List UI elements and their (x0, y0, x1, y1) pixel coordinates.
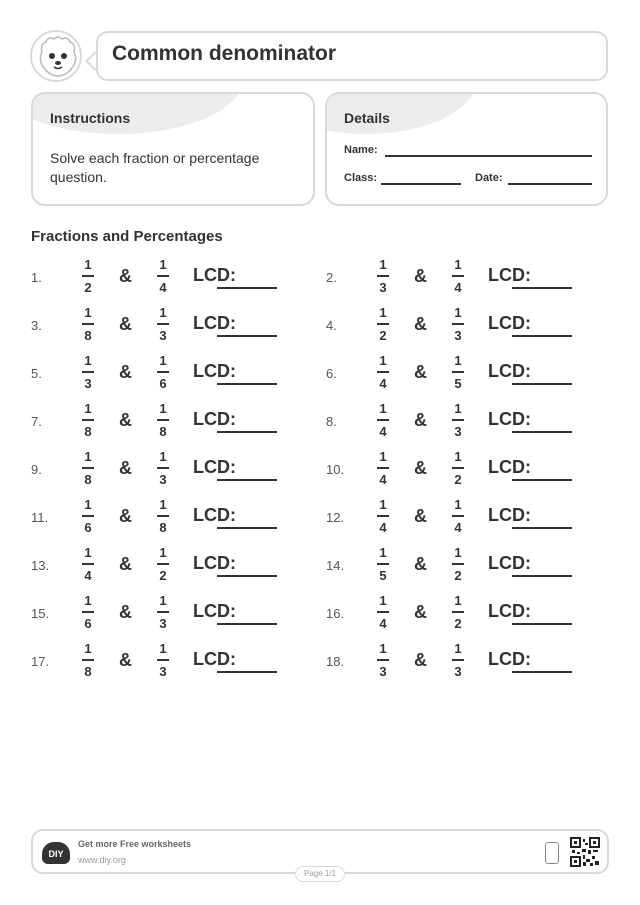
fraction-b (451, 593, 465, 632)
question-row (326, 545, 606, 589)
question-number: 1. (31, 270, 42, 285)
lcd-answer-line[interactable] (217, 479, 277, 481)
ampersand: & (414, 266, 427, 286)
fraction-bar (377, 467, 389, 469)
lcd-answer-line[interactable] (512, 383, 572, 385)
fraction-b (451, 305, 465, 344)
question-row (326, 497, 606, 541)
denominator: 3 (454, 328, 462, 343)
fraction-bar (82, 323, 94, 325)
denominator: 2 (454, 568, 462, 583)
denominator: 4 (379, 424, 387, 439)
denominator: 4 (379, 472, 387, 487)
ampersand: & (414, 314, 427, 334)
question-number: 18. (326, 654, 345, 669)
denominator: 6 (84, 616, 92, 631)
numerator: 1 (84, 305, 92, 320)
question-row (326, 449, 606, 493)
denominator: 8 (159, 520, 167, 535)
numerator: 1 (454, 305, 462, 320)
fraction-b (451, 353, 465, 392)
fraction-b (156, 593, 170, 632)
denominator: 8 (159, 424, 167, 439)
fraction-b (156, 353, 170, 392)
lcd-answer-line[interactable] (512, 527, 572, 529)
numerator: 1 (84, 593, 92, 608)
fraction-a (376, 497, 390, 536)
question-number: 10. (326, 462, 345, 477)
fraction-bar (157, 323, 169, 325)
fraction-bar (157, 275, 169, 277)
ampersand: & (414, 362, 427, 382)
numerator: 1 (454, 401, 462, 416)
lcd-answer-line[interactable] (217, 671, 277, 673)
numerator: 1 (379, 305, 387, 320)
numerator: 1 (159, 641, 167, 656)
lcd-label: LCD: (488, 361, 531, 381)
fraction-bar (377, 323, 389, 325)
denominator: 3 (454, 664, 462, 679)
question-row (31, 449, 311, 493)
date-label: Date: (475, 172, 503, 184)
ampersand: & (119, 362, 132, 382)
lcd-answer-line[interactable] (512, 431, 572, 433)
denominator: 3 (84, 376, 92, 391)
denominator: 8 (84, 664, 92, 679)
lcd-label: LCD: (193, 313, 236, 333)
fraction-bar (82, 275, 94, 277)
question-row (31, 353, 311, 397)
fraction-b (156, 257, 170, 296)
fraction-a (81, 593, 95, 632)
fraction-a (376, 401, 390, 440)
lcd-answer-line[interactable] (512, 479, 572, 481)
footer-url[interactable]: www.diy.org (78, 855, 126, 865)
question-row (31, 641, 311, 685)
phone-icon (545, 842, 559, 864)
denominator: 5 (454, 376, 462, 391)
question-number: 12. (326, 510, 345, 525)
numerator: 1 (84, 257, 92, 272)
lcd-label: LCD: (193, 409, 236, 429)
fraction-a (81, 401, 95, 440)
numerator: 1 (379, 449, 387, 464)
fraction-bar (157, 419, 169, 421)
question-number: 17. (31, 654, 50, 669)
denominator: 8 (84, 472, 92, 487)
fraction-a (81, 497, 95, 536)
numerator: 1 (159, 305, 167, 320)
numerator: 1 (454, 257, 462, 272)
fraction-b (156, 449, 170, 488)
numerator: 1 (379, 593, 387, 608)
question-number: 15. (31, 606, 50, 621)
fraction-bar (452, 371, 464, 373)
fraction-bar (377, 275, 389, 277)
lcd-answer-line[interactable] (512, 287, 572, 289)
fraction-a (376, 449, 390, 488)
lcd-label: LCD: (488, 409, 531, 429)
fraction-a (376, 257, 390, 296)
question-row (326, 257, 606, 301)
fraction-b (451, 257, 465, 296)
fraction-bar (157, 371, 169, 373)
lcd-answer-line[interactable] (512, 575, 572, 577)
qr-code-icon (570, 837, 600, 867)
fraction-b (451, 545, 465, 584)
fraction-a (81, 545, 95, 584)
lcd-label: LCD: (488, 553, 531, 573)
question-number: 7. (31, 414, 42, 429)
ampersand: & (119, 554, 132, 574)
fraction-a (81, 305, 95, 344)
fraction-bar (157, 467, 169, 469)
fraction-a (376, 593, 390, 632)
denominator: 4 (454, 520, 462, 535)
numerator: 1 (159, 497, 167, 512)
question-number: 16. (326, 606, 345, 621)
lcd-answer-line[interactable] (217, 575, 277, 577)
ampersand: & (414, 410, 427, 430)
denominator: 3 (159, 472, 167, 487)
fraction-bar (82, 611, 94, 613)
numerator: 1 (454, 593, 462, 608)
numerator: 1 (84, 497, 92, 512)
lcd-answer-line[interactable] (512, 335, 572, 337)
fraction-a (81, 641, 95, 680)
name-label: Name: (344, 144, 378, 156)
question-number: 9. (31, 462, 42, 477)
numerator: 1 (84, 641, 92, 656)
ampersand: & (414, 458, 427, 478)
question-row (31, 545, 311, 589)
numerator: 1 (159, 593, 167, 608)
ampersand: & (414, 506, 427, 526)
question-number: 14. (326, 558, 345, 573)
lcd-label: LCD: (488, 601, 531, 621)
diy-logo: DIY (42, 842, 70, 864)
denominator: 5 (379, 568, 387, 583)
details-panel (325, 92, 608, 206)
fraction-bar (157, 563, 169, 565)
ampersand: & (414, 650, 427, 670)
ampersand: & (119, 602, 132, 622)
denominator: 8 (84, 424, 92, 439)
denominator: 2 (84, 280, 92, 295)
fraction-bar (82, 563, 94, 565)
numerator: 1 (379, 257, 387, 272)
denominator: 6 (84, 520, 92, 535)
fraction-b (451, 641, 465, 680)
denominator: 2 (159, 568, 167, 583)
denominator: 3 (159, 328, 167, 343)
question-number: 8. (326, 414, 337, 429)
question-row (326, 305, 606, 349)
fraction-bar (377, 419, 389, 421)
question-row (31, 305, 311, 349)
numerator: 1 (84, 545, 92, 560)
lcd-label: LCD: (488, 505, 531, 525)
fraction-bar (452, 419, 464, 421)
question-number: 13. (31, 558, 50, 573)
question-row (326, 401, 606, 445)
fraction-a (81, 449, 95, 488)
question-row (326, 353, 606, 397)
question-number: 5. (31, 366, 42, 381)
question-row (31, 257, 311, 301)
fraction-bar (157, 611, 169, 613)
numerator: 1 (159, 257, 167, 272)
fraction-a (81, 257, 95, 296)
question-row (31, 593, 311, 637)
ampersand: & (119, 650, 132, 670)
denominator: 6 (159, 376, 167, 391)
fraction-bar (452, 323, 464, 325)
denominator: 3 (159, 664, 167, 679)
numerator: 1 (159, 401, 167, 416)
denominator: 4 (379, 376, 387, 391)
question-number: 6. (326, 366, 337, 381)
ampersand: & (119, 506, 132, 526)
fraction-b (156, 545, 170, 584)
fraction-bar (377, 371, 389, 373)
fraction-a (376, 545, 390, 584)
page-indicator: Page 1/1 (295, 866, 345, 882)
lcd-label: LCD: (488, 265, 531, 285)
ampersand: & (414, 554, 427, 574)
ampersand: & (119, 410, 132, 430)
denominator: 3 (159, 616, 167, 631)
question-number: 11. (31, 510, 49, 525)
lcd-answer-line[interactable] (512, 623, 572, 625)
instructions-heading: Instructions (50, 110, 131, 126)
footer-title: Get more Free worksheets (78, 839, 192, 849)
lcd-answer-line[interactable] (217, 623, 277, 625)
name-field[interactable] (385, 155, 592, 157)
numerator: 1 (379, 545, 387, 560)
lcd-label: LCD: (488, 457, 531, 477)
fraction-bar (452, 611, 464, 613)
numerator: 1 (84, 401, 92, 416)
fraction-bar (377, 515, 389, 517)
numerator: 1 (454, 353, 462, 368)
lcd-answer-line[interactable] (217, 383, 277, 385)
fraction-bar (82, 515, 94, 517)
ampersand: & (414, 602, 427, 622)
mascot-icon (30, 30, 82, 82)
lcd-answer-line[interactable] (217, 431, 277, 433)
question-row (326, 641, 606, 685)
fraction-bar (377, 563, 389, 565)
denominator: 4 (379, 520, 387, 535)
class-field[interactable] (381, 183, 461, 185)
page-title: Common denominator (112, 42, 336, 65)
fraction-bar (82, 467, 94, 469)
fraction-a (376, 305, 390, 344)
numerator: 1 (159, 449, 167, 464)
fraction-bar (452, 515, 464, 517)
fraction-b (156, 401, 170, 440)
lcd-label: LCD: (193, 553, 236, 573)
class-label: Class: (344, 172, 378, 184)
ampersand: & (119, 266, 132, 286)
lcd-label: LCD: (488, 313, 531, 333)
denominator: 2 (454, 472, 462, 487)
fraction-bar (377, 611, 389, 613)
question-number: 4. (326, 318, 337, 333)
denominator: 2 (379, 328, 387, 343)
fraction-bar (452, 563, 464, 565)
fraction-b (451, 497, 465, 536)
question-row (326, 593, 606, 637)
numerator: 1 (84, 353, 92, 368)
numerator: 1 (84, 449, 92, 464)
lcd-label: LCD: (193, 457, 236, 477)
date-field[interactable] (508, 183, 592, 185)
question-row (31, 401, 311, 445)
lcd-answer-line[interactable] (217, 287, 277, 289)
fraction-bar (452, 275, 464, 277)
lcd-answer-line[interactable] (217, 527, 277, 529)
denominator: 3 (379, 280, 387, 295)
details-heading: Details (344, 110, 390, 126)
denominator: 4 (159, 280, 167, 295)
denominator: 2 (454, 616, 462, 631)
fraction-bar (157, 659, 169, 661)
numerator: 1 (454, 497, 462, 512)
fraction-a (376, 353, 390, 392)
lcd-label: LCD: (193, 601, 236, 621)
instructions-panel (31, 92, 315, 206)
denominator: 4 (84, 568, 92, 583)
fraction-bar (82, 371, 94, 373)
denominator: 4 (379, 616, 387, 631)
instructions-text: Solve each fraction or percentage question. (50, 150, 260, 185)
fraction-b (156, 305, 170, 344)
denominator: 3 (379, 664, 387, 679)
lcd-label: LCD: (488, 649, 531, 669)
ampersand: & (119, 314, 132, 334)
fraction-b (156, 497, 170, 536)
fraction-bar (377, 659, 389, 661)
numerator: 1 (159, 545, 167, 560)
fraction-bar (82, 419, 94, 421)
numerator: 1 (379, 641, 387, 656)
denominator: 3 (454, 424, 462, 439)
fraction-bar (82, 659, 94, 661)
numerator: 1 (454, 641, 462, 656)
section-title: Fractions and Percentages (31, 228, 223, 245)
lcd-label: LCD: (193, 265, 236, 285)
fraction-bar (452, 659, 464, 661)
lcd-answer-line[interactable] (217, 335, 277, 337)
lcd-label: LCD: (193, 361, 236, 381)
denominator: 8 (84, 328, 92, 343)
numerator: 1 (159, 353, 167, 368)
question-number: 2. (326, 270, 337, 285)
fraction-a (376, 641, 390, 680)
fraction-b (451, 449, 465, 488)
fraction-b (451, 401, 465, 440)
ampersand: & (119, 458, 132, 478)
numerator: 1 (454, 449, 462, 464)
denominator: 4 (454, 280, 462, 295)
lcd-label: LCD: (193, 505, 236, 525)
fraction-bar (452, 467, 464, 469)
fraction-b (156, 641, 170, 680)
lcd-label: LCD: (193, 649, 236, 669)
lcd-answer-line[interactable] (512, 671, 572, 673)
question-number: 3. (31, 318, 42, 333)
numerator: 1 (379, 401, 387, 416)
fraction-bar (157, 515, 169, 517)
question-row (31, 497, 311, 541)
numerator: 1 (379, 353, 387, 368)
fraction-a (81, 353, 95, 392)
numerator: 1 (379, 497, 387, 512)
numerator: 1 (454, 545, 462, 560)
